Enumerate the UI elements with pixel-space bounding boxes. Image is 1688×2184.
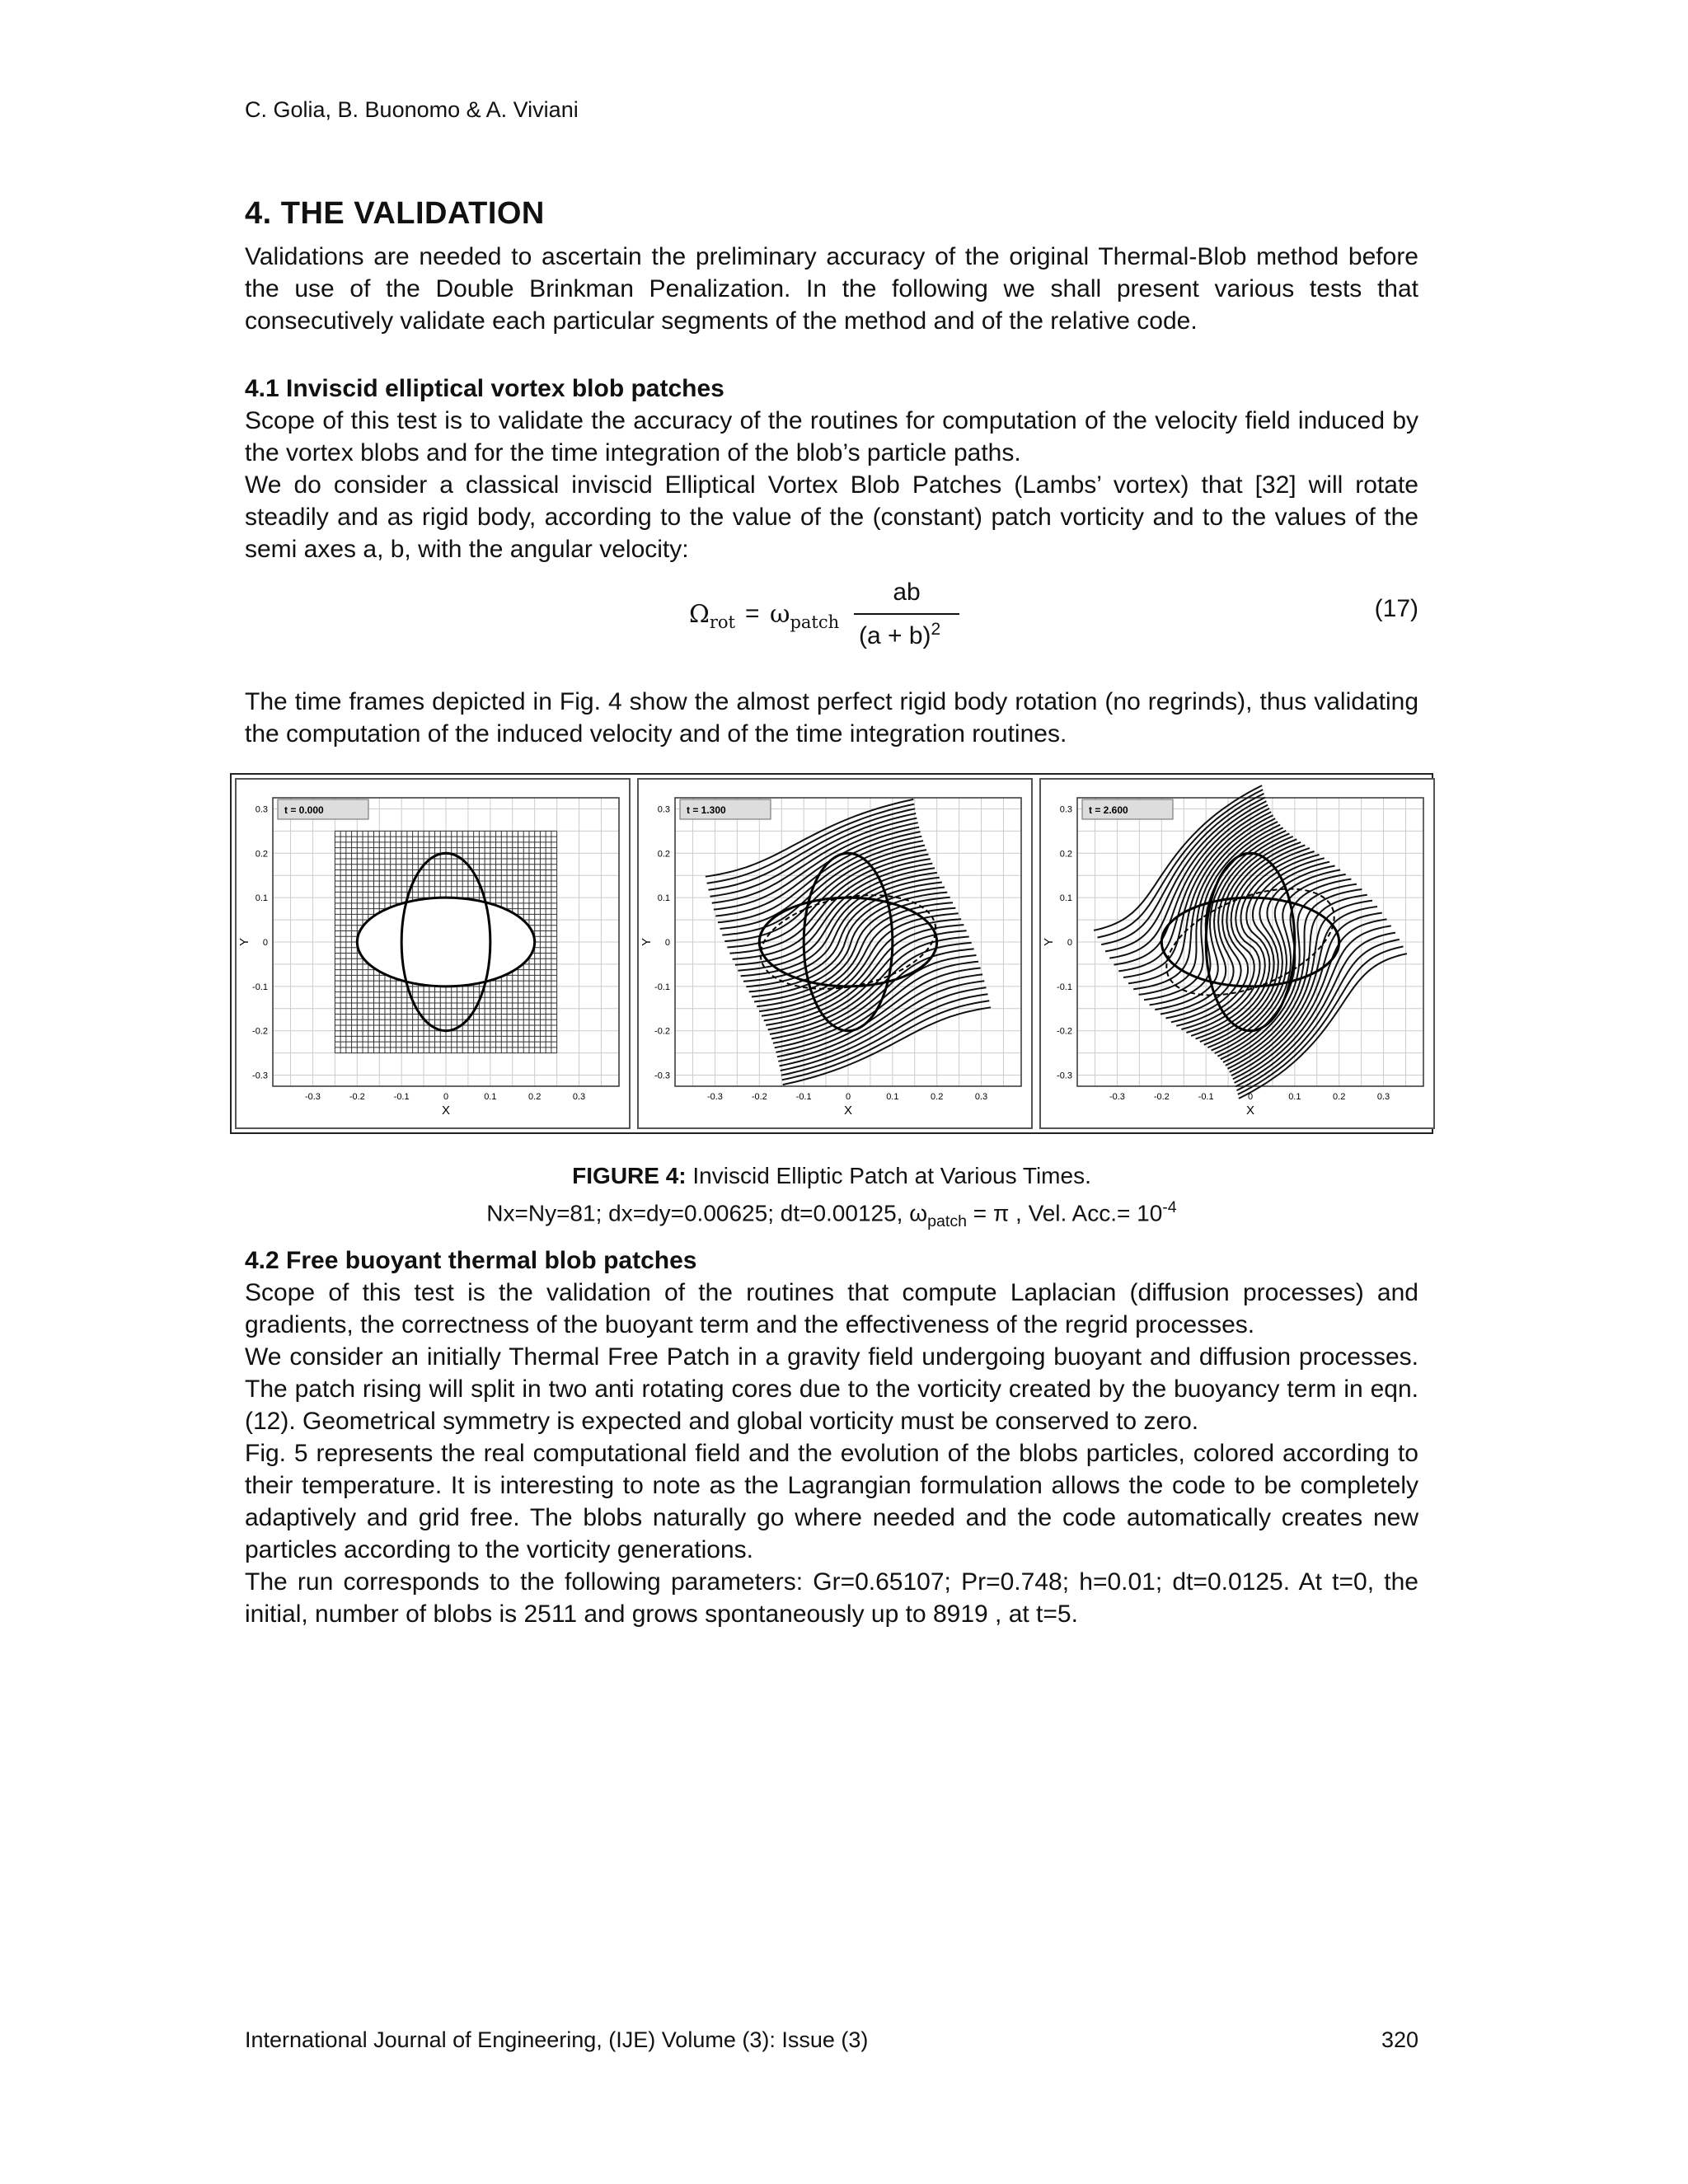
x-tick-label: 0.1 (484, 1092, 497, 1102)
x-tick-label: -0.3 (1109, 1092, 1125, 1102)
particle-path (1118, 808, 1269, 972)
panel-plot (1041, 780, 1433, 1127)
time-label (278, 799, 368, 819)
x-tick-label: 0.1 (886, 1092, 899, 1102)
x-tick-label: 0.1 (1288, 1092, 1301, 1102)
y-axis-label: Y (237, 937, 251, 947)
y-tick-label: 0.1 (1059, 893, 1072, 904)
x-tick-label: 0 (1247, 1092, 1254, 1102)
caption-text: Inviscid Elliptic Patch at Various Times. (692, 1163, 1091, 1188)
page-number: 320 (1381, 2027, 1418, 2052)
omega-rot: $\Omega_{rot}$ (689, 600, 735, 632)
y-tick-label: 0 (664, 938, 670, 948)
y-tick-label: 0.3 (255, 804, 268, 815)
panel-plot (639, 780, 1031, 1127)
paragraph: The time frames depicted in Fig. 4 show the almost perfect rigid body rotation (no regrinds), thus validating the computation of the induced velocity and of the time integration routines. (245, 688, 1418, 748)
intro-text: Validations are needed to ascertain the preliminary accuracy of the original Thermal-Blob method before the use of the Double Brinkman Penalization. In the following we shall present various tests that consecutively validate each particular segments of the method and of the relative code. (245, 243, 1418, 335)
x-tick-label: 0.3 (1376, 1092, 1390, 1102)
y-tick-label: -0.3 (1057, 1071, 1072, 1081)
paragraph: Scope of this test is the validation of the routines that compute Laplacian (diffusion processes) and gradients, the correctness of the buoyant term and the effectiveness of the regrid processes. (245, 1279, 1418, 1338)
section-title: 4. THE VALIDATION (245, 196, 545, 231)
x-tick-label: 0 (845, 1092, 851, 1102)
paragraph: Scope of this test is to validate the accuracy of the routines for computation of the velocity field induced by the vortex blobs and for the time integration of the blob’s particle paths. (245, 407, 1418, 466)
subsection-4-2 (245, 1244, 1418, 1630)
y-tick-label: -0.2 (252, 1026, 268, 1037)
x-tick-label: 0.2 (1333, 1092, 1346, 1102)
y-tick-label: 0.1 (255, 893, 268, 904)
particle-path (1231, 913, 1382, 1076)
paragraph: Fig. 5 represents the real computational field and the evolution of the blobs particles, colored according to their temperature. It is interesting to note as the Lagrangian formulation allows the code to be completely adaptively and grid free. The blobs naturally go where needed and the code automatically creates new particles according to the vorticity generations. (245, 1440, 1418, 1563)
subsection-4-1 (245, 373, 1418, 565)
time-label (1082, 799, 1173, 819)
x-tick-label: -0.2 (349, 1092, 365, 1102)
intro-paragraph (245, 241, 1418, 337)
y-tick-label: 0 (1067, 938, 1072, 948)
y-axis-label: Y (1042, 937, 1056, 947)
y-tick-label: -0.2 (1057, 1026, 1072, 1037)
y-tick-label: 0.2 (255, 849, 268, 860)
y-tick-label: -0.1 (1057, 982, 1072, 992)
caption-line-1 (245, 1160, 1418, 1192)
x-tick-label: -0.3 (304, 1092, 321, 1102)
y-tick-label: -0.1 (654, 982, 670, 992)
x-tick-label: 0.2 (931, 1092, 944, 1102)
paragraph-fig4-intro (245, 686, 1418, 750)
time-label-text: t = 0.000 (284, 804, 324, 816)
y-tick-label: 0.2 (657, 849, 670, 860)
equals-sign: = (745, 600, 760, 627)
subsection-4-2-title: 4.2 Free buoyant thermal blob patches (245, 1247, 697, 1274)
x-tick-label: -0.2 (1153, 1092, 1170, 1102)
time-label-text: t = 2.600 (1089, 804, 1128, 816)
y-tick-label: 0.2 (1059, 849, 1072, 860)
y-tick-label: 0.3 (657, 804, 670, 815)
figure-panel-2 (637, 778, 1033, 1129)
equation-number: (17) (1374, 595, 1418, 622)
y-tick-label: -0.1 (252, 982, 268, 992)
caption-label: FIGURE 4: (572, 1163, 687, 1188)
x-axis-label: X (1245, 1104, 1255, 1118)
running-header: C. Golia, B. Buonomo & A. Viviani (245, 97, 579, 122)
paragraph: We do consider a classical inviscid Elliptical Vortex Blob Patches (Lambs’ vortex) that [32] will rotate steadily and as rigid body, according to the value of the (constant) patch vorticity and to the values of the semi axes a, b, with the angular velocity: (245, 471, 1418, 563)
figure-panel-3 (1039, 778, 1435, 1129)
x-tick-label: 0 (443, 1092, 449, 1102)
x-tick-label: -0.1 (795, 1092, 812, 1102)
x-tick-label: 0.3 (974, 1092, 988, 1102)
x-tick-label: -0.2 (751, 1092, 767, 1102)
y-tick-label: -0.3 (654, 1071, 670, 1081)
omega-patch: $\omega_{patch}$ (770, 600, 840, 632)
caption-line-2: Nx=Ny=81; dx=dy=0.00625; dt=0.00125, $\omega_{patch} = \pi$ , Vel. $Acc.= 10^{-4}$ (486, 1198, 1177, 1230)
y-tick-label: 0.1 (657, 893, 670, 904)
time-label-text: t = 1.300 (687, 804, 726, 816)
journal-name: International Journal of Engineering, (IJE) Volume (3): Issue (3) (245, 2027, 869, 2052)
figure-4 (230, 773, 1433, 1134)
x-tick-label: 0.3 (572, 1092, 586, 1102)
fraction-bar (854, 613, 959, 615)
ellipse-horizontal (357, 898, 534, 987)
y-tick-label: 0.3 (1059, 804, 1072, 815)
y-tick-label: -0.2 (654, 1026, 670, 1037)
paragraph: The run corresponds to the following parameters: Gr=0.65107; Pr=0.748; h=0.01; dt=0.0125. At t=0, the initial, number of blobs is 2511 and grows spontaneously up to 8919 , at t=5. (245, 1568, 1418, 1628)
x-tick-label: -0.1 (1198, 1092, 1214, 1102)
x-tick-label: 0.2 (528, 1092, 542, 1102)
fraction-numerator: ab (893, 579, 921, 606)
figure-panel-1 (235, 778, 631, 1129)
x-axis-label: X (441, 1104, 451, 1118)
x-tick-label: -0.1 (393, 1092, 410, 1102)
figure-caption (245, 1160, 1418, 1237)
y-tick-label: -0.3 (252, 1071, 268, 1081)
subsection-4-1-title: 4.1 Inviscid elliptical vortex blob patches (245, 375, 724, 402)
fraction-denominator: $(a + b)^2$ (859, 620, 941, 649)
paragraph: We consider an initially Thermal Free Patch in a gravity field undergoing buoyant and diffusion processes. The patch rising will split in two anti rotating cores due to the vorticity created by the buoyancy term in eqn.(12). Geometrical symmetry is expected and global vorticity must be conserved to zero. (245, 1343, 1418, 1435)
y-axis-label: Y (640, 937, 654, 947)
equation-17 (689, 579, 1431, 669)
time-label (680, 799, 771, 819)
x-tick-label: -0.3 (706, 1092, 723, 1102)
panel-plot (237, 780, 629, 1127)
page-footer (245, 2027, 1418, 2053)
x-axis-label: X (843, 1104, 853, 1118)
y-tick-label: 0 (262, 938, 268, 948)
